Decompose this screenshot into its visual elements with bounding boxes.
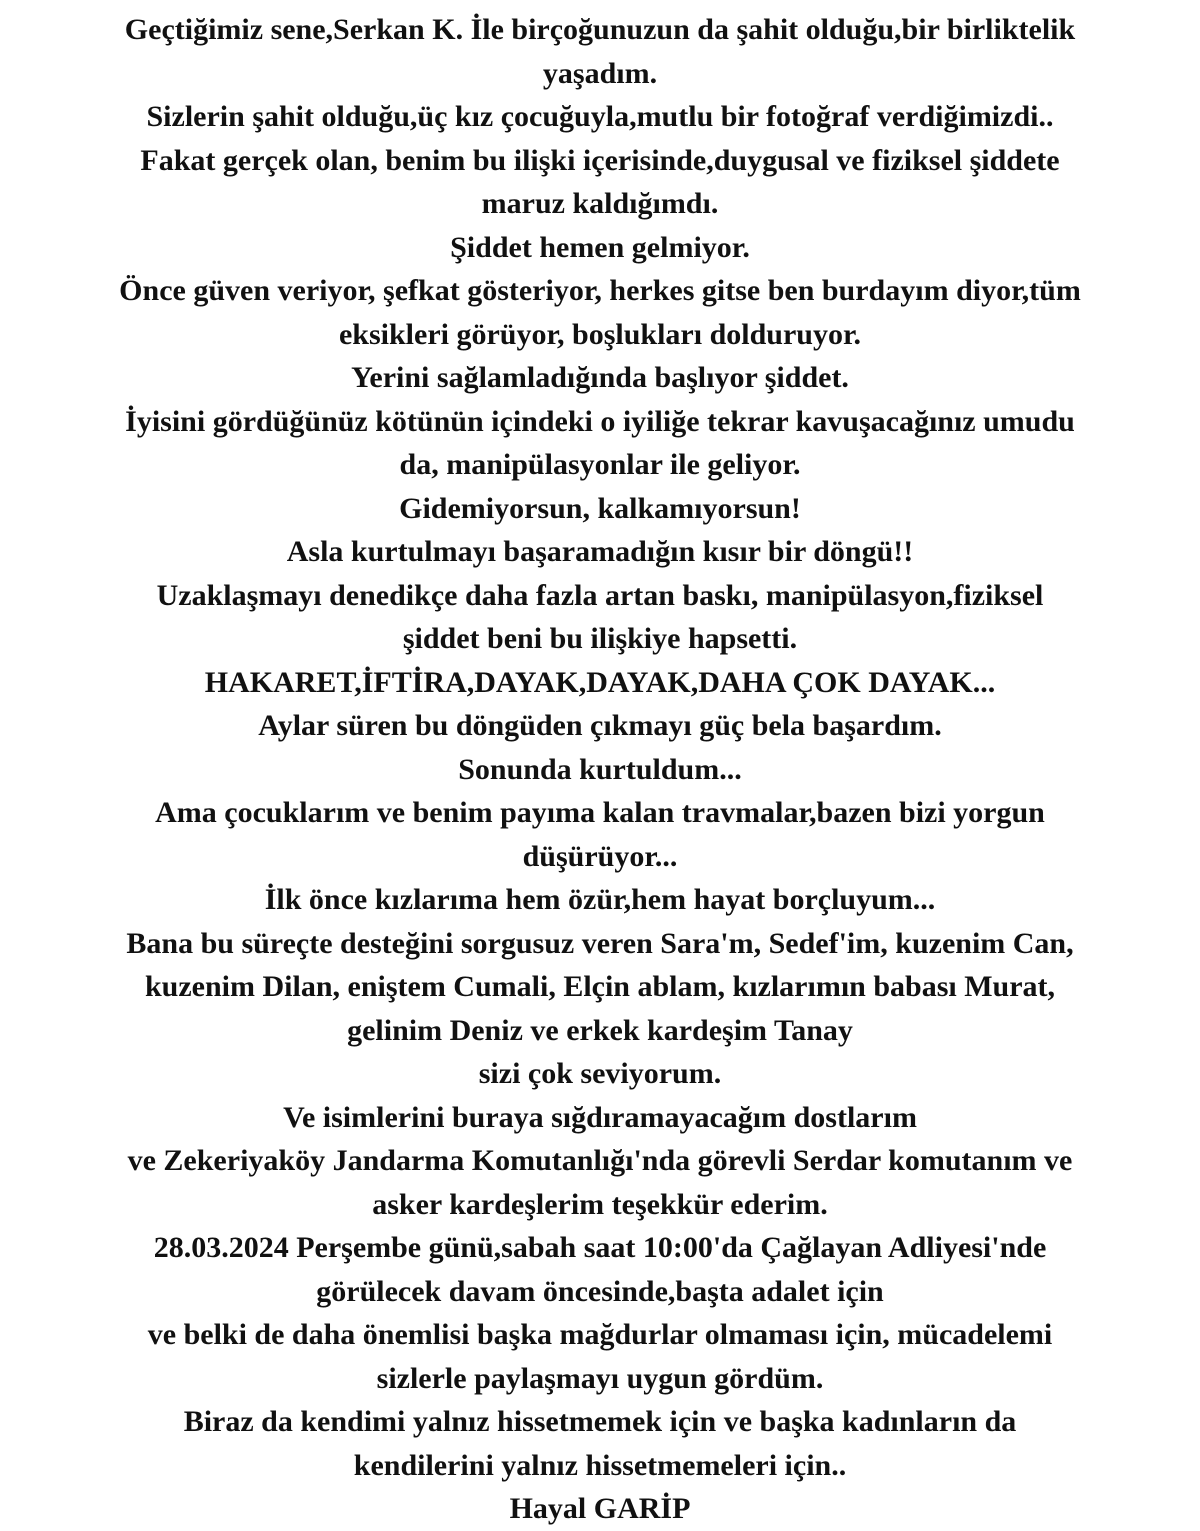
- letter-line: Gidemiyorsun, kalkamıyorsun!: [399, 491, 801, 525]
- letter-line: maruz kaldığımdı.: [481, 187, 719, 220]
- letter-line: yaşadım.: [542, 56, 658, 90]
- letter-line: Fakat gerçek olan, benim bu ilişki içerisinde,duygusal ve fiziksel şiddete: [140, 143, 1060, 177]
- letter-line: Biraz da kendimi yalnız hissetmemek için ve başka kadınların da: [183, 1405, 1017, 1438]
- letter-line: sizi çok seviyorum.: [478, 1057, 722, 1090]
- letter-line: sizlerle paylaşmayı uygun gördüm.: [376, 1361, 824, 1395]
- letter-line: Ama çocuklarım ve benim payıma kalan travmalar,bazen bizi yorgun: [155, 796, 1045, 829]
- letter-line: Ve isimlerini buraya sığdıramayacağım dostlarım: [283, 1100, 917, 1134]
- letter-line: görülecek davam öncesinde,başta adalet için: [316, 1274, 884, 1308]
- letter-line: Geçtiğimiz sene,Serkan K. İle birçoğunuzun da şahit olduğu,bir birliktelik: [124, 13, 1076, 46]
- letter-line: 28.03.2024 Perşembe günü,sabah saat 10:00'da Çağlayan Adliyesi'nde: [153, 1231, 1047, 1264]
- letter-line: Sizlerin şahit olduğu,üç kız çocuğuyla,mutlu bir fotoğraf verdiğimizdi..: [146, 100, 1054, 133]
- signature: Hayal GARİP: [509, 1492, 691, 1525]
- letter-line: Yerini sağlamladığında başlıyor şiddet.: [351, 361, 849, 394]
- letter-line: düşürüyor...: [522, 839, 678, 873]
- letter-line: ve belki de daha önemlisi başka mağdurlar olmaması için, mücadelemi: [147, 1318, 1053, 1351]
- letter-line: asker kardeşlerim teşekkür ederim.: [372, 1187, 828, 1221]
- letter-line: gelinim Deniz ve erkek kardeşim Tanay: [347, 1013, 853, 1047]
- letter-line: Sonunda kurtuldum...: [458, 752, 742, 786]
- letter-line: Bana bu süreçte desteğini sorgusuz veren Sara'm, Sedef'im, kuzenim Can,: [126, 926, 1074, 960]
- letter-line: Şiddet hemen gelmiyor.: [450, 230, 750, 264]
- letter-line: şiddet beni bu ilişkiye hapsetti.: [402, 622, 798, 655]
- letter-line: İyisini gördüğünüz kötünün içindeki o iyiliğe tekrar kavuşacağınız umudu: [125, 404, 1075, 438]
- letter-line: ve Zekeriyaköy Jandarma Komutanlığı'nda görevli Serdar komutanım ve: [127, 1144, 1073, 1177]
- letter-line: kendilerini yalnız hissetmemeleri için..: [353, 1448, 847, 1482]
- letter-line: İlk önce kızlarıma hem özür,hem hayat borçluyum...: [264, 883, 936, 916]
- letter-line: HAKARET,İFTİRA,DAYAK,DAYAK,DAHA ÇOK DAYAK...: [204, 665, 996, 699]
- letter-line: Uzaklaşmayı denedikçe daha fazla artan baskı, manipülasyon,fiziksel: [156, 578, 1044, 612]
- letter-line: Aylar süren bu döngüden çıkmayı güç bela başardım.: [258, 709, 942, 742]
- letter-line: Asla kurtulmayı başaramadığın kısır bir döngü!!: [286, 535, 914, 568]
- letter-line: eksikleri görüyor, boşlukları dolduruyor.: [338, 317, 862, 351]
- letter-line: kuzenim Dilan, eniştem Cumali, Elçin ablam, kızlarımın babası Murat,: [144, 970, 1056, 1003]
- letter-line: Önce güven veriyor, şefkat gösteriyor, herkes gitse ben burdayım diyor,tüm: [119, 274, 1081, 307]
- letter-line: da, manipülasyonlar ile geliyor.: [399, 448, 801, 481]
